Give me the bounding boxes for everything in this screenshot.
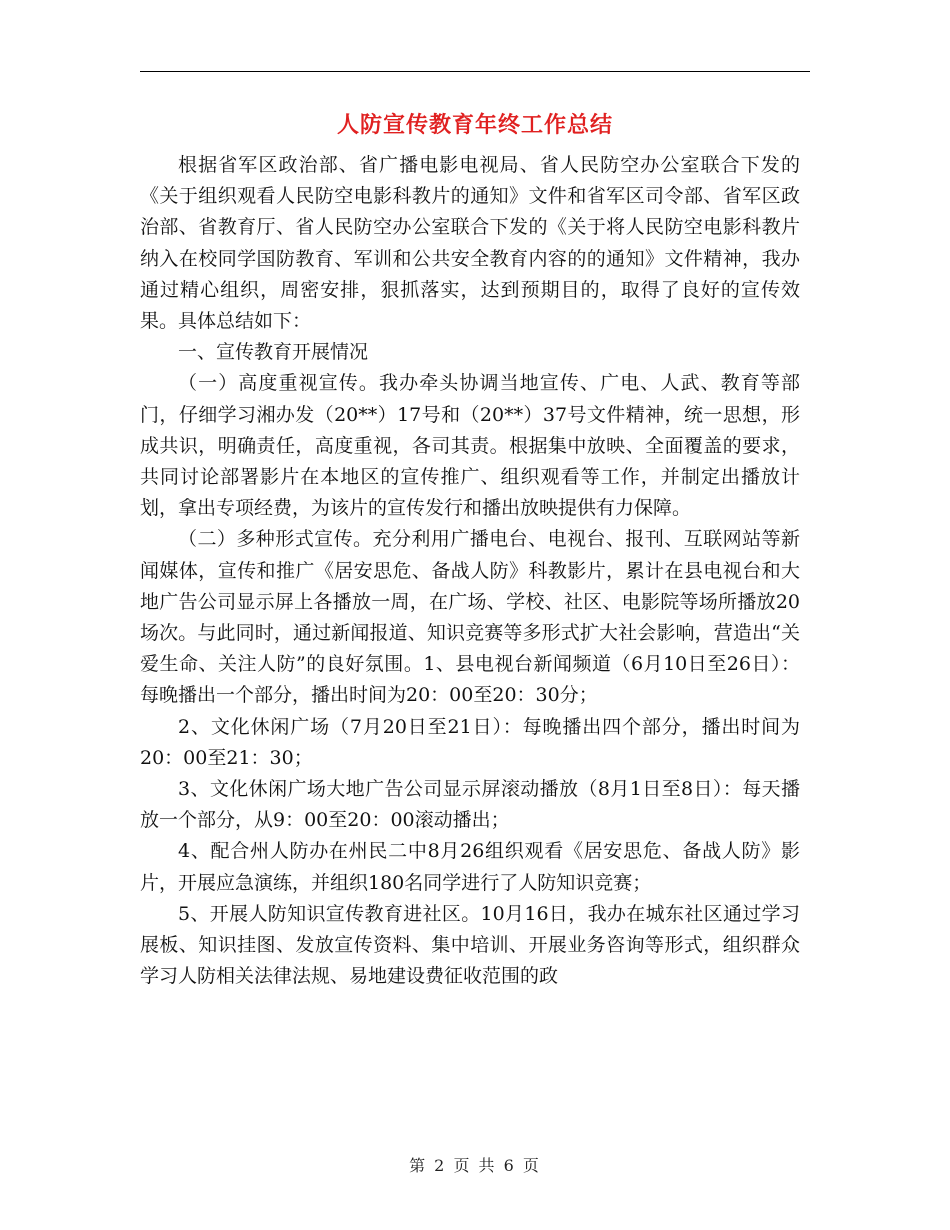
list-item-3: 3、文化休闲广场大地广告公司显示屏滚动播放（8月1日至8日）：每天播放一个部分，从9：00至20：00滚动播出； [140,778,800,832]
document-body [140,150,800,992]
page-number: 第 2 页 共 6 页 [409,1156,541,1175]
paragraph-intro: 根据省军区政治部、省广播电影电视局、省人民防空办公室联合下发的《关于组织观看人民防空电影科教片的通知》文件和省军区司令部、省军区政治部、省教育厅、省人民防空办公室联合下发的《关于将人民防空电影科教片纳入在校同学国防教育、军训和公共安全教育内容的的通知》文件精神，我办通过精心组织，周密安排，狠抓落实，达到预期目的，取得了良好的宣传效果。具体总结如下： [140,154,800,333]
header-rule [140,71,810,72]
list-item-5: 5、开展人防知识宣传教育进社区。10月16日，我办在城东社区通过学习展板、知识挂图、发放宣传资料、集中培训、开展业务咨询等形式，组织群众学习人防相关法律法规、易地建设费征收范围的政 [140,902,800,988]
paragraph-1: （一）高度重视宣传。我办牵头协调当地宣传、广电、人武、教育等部门，仔细学习湘办发（20**）17号和（20**）37号文件精神，统一思想，形成共识，明确责任，高度重视，各司其责。根据集中放映、全面覆盖的要求，共同讨论部署影片在本地区的宣传推广、组织观看等工作，并制定出播放计划，拿出专项经费，为该片的宣传发行和播出放映提供有力保障。 [140,372,800,520]
section-heading: 一、宣传教育开展情况 [178,341,369,364]
paragraph-2: （二）多种形式宣传。充分利用广播电台、电视台、报刊、互联网站等新闻媒体，宣传和推广《居安思危、备战人防》科教影片，累计在县电视台和大地广告公司显示屏上各播放一周，在广场、学校、社区、电影院等场所播放20场次。与此同时，通过新闻报道、知识竞赛等多形式扩大社会影响，营造出“关爱生命、关注人防”的良好氛围。1、县电视台新闻频道（6月10日至26日）：每晚播出一个部分，播出时间为20：00至20：30分； [140,528,800,707]
list-item-4: 4、配合州人防办在州民二中8月26组织观看《居安思危、备战人防》影片，开展应急演练，并组织180名同学进行了人防知识竞赛； [140,840,800,894]
list-item-2: 2、文化休闲广场（7月20日至21日）：每晚播出四个部分，播出时间为20：00至21：30； [140,715,800,769]
document-title: 人防宣传教育年终工作总结 [336,112,613,138]
